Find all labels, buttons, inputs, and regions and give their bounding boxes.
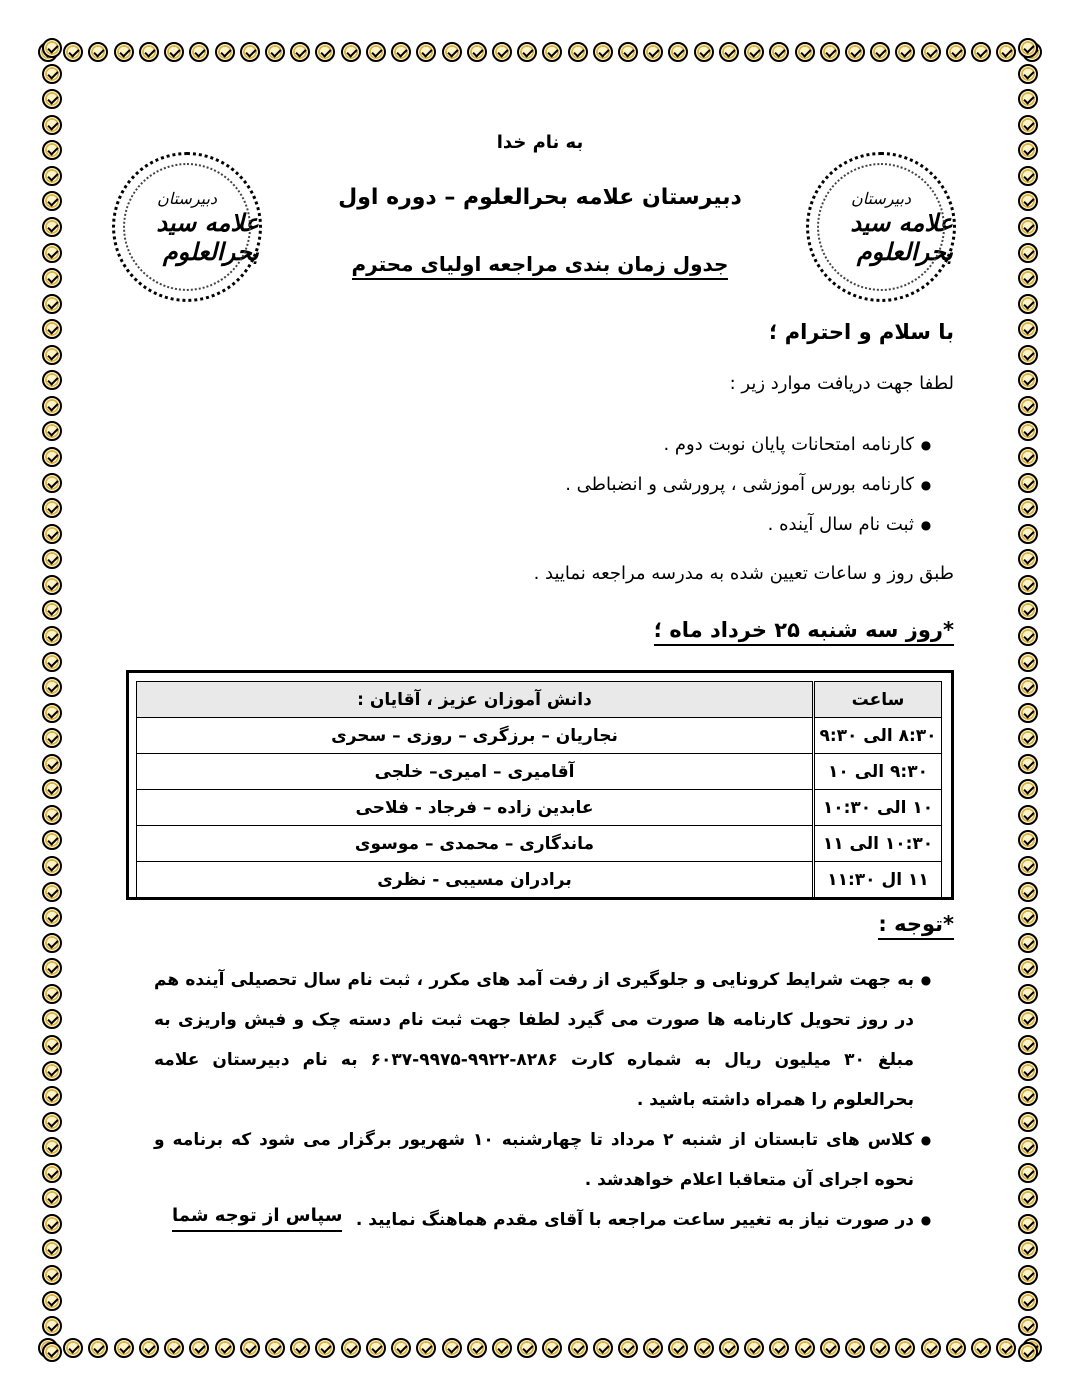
school-name: دبیرستان علامه بحرالعلوم – دوره اول (338, 185, 742, 210)
medal-icon (921, 42, 941, 62)
medal-icon (42, 549, 62, 569)
seal-line2: علامه سید بحرالعلوم (850, 207, 953, 266)
time-cell: ۱۱ ال ۱۱:۳۰ (814, 862, 942, 898)
medal-icon (1018, 1163, 1038, 1183)
list-item: ● در صورت نیاز به تغییر ساعت مراجعه با آقای مقدم هماهنگ نمایید . (154, 1200, 954, 1240)
medal-icon (42, 447, 62, 467)
medal-icon (42, 1342, 62, 1362)
medal-icon (290, 1338, 310, 1358)
medal-icon (542, 42, 562, 62)
medal-icon (1018, 1112, 1038, 1132)
medal-icon (42, 805, 62, 825)
medal-icon (42, 1188, 62, 1208)
medal-icon (694, 42, 714, 62)
medal-icon (42, 575, 62, 595)
medal-icon (643, 1338, 663, 1358)
medal-icon (668, 42, 688, 62)
medal-icon (1018, 498, 1038, 518)
medal-icon (42, 1112, 62, 1132)
medal-icon (618, 1338, 638, 1358)
time-cell: ۱۰:۳۰ الی ۱۱ (814, 826, 942, 862)
medal-icon (341, 42, 361, 62)
table-header-row (137, 682, 942, 718)
medal-icon (1018, 984, 1038, 1004)
medal-icon (744, 1338, 764, 1358)
medal-icon (1018, 830, 1038, 850)
medal-icon (42, 498, 62, 518)
medal-icon (42, 294, 62, 314)
medal-icon (1018, 370, 1038, 390)
medal-icon (643, 42, 663, 62)
medal-icon (42, 1035, 62, 1055)
medal-icon (769, 1338, 789, 1358)
thanks-text (172, 1205, 342, 1226)
medal-icon (139, 1338, 159, 1358)
medal-icon (88, 42, 108, 62)
medal-icon (42, 243, 62, 263)
medal-icon (593, 1338, 613, 1358)
medal-icon (1018, 933, 1038, 953)
medal-icon (391, 1338, 411, 1358)
day-heading-text: *روز سه شنبه ۲۵ خرداد ماه ؛ (654, 618, 954, 646)
medal-icon (416, 1338, 436, 1358)
table-row (137, 718, 942, 754)
medal-icon (189, 42, 209, 62)
medal-icon (391, 42, 411, 62)
medal-icon (1018, 38, 1038, 58)
medal-icon (42, 191, 62, 211)
seal-line2: علامه سید بحرالعلوم (156, 207, 259, 266)
frame-right (1014, 38, 1042, 1362)
medal-icon (42, 933, 62, 953)
schedule-table-frame (126, 670, 954, 900)
list-item: ● کارنامه بورس آموزشی ، پرورشی و انضباطی . (134, 465, 954, 505)
medal-icon (1018, 1086, 1038, 1106)
medal-icon (1018, 856, 1038, 876)
medal-icon (1018, 89, 1038, 109)
medal-icon (1018, 1316, 1038, 1336)
medal-icon (42, 1137, 62, 1157)
medal-icon (290, 42, 310, 62)
medal-icon (719, 1338, 739, 1358)
medal-icon (114, 1338, 134, 1358)
seal-line1: دبیرستان (850, 188, 912, 208)
medal-icon (1018, 319, 1038, 339)
medal-icon (1018, 294, 1038, 314)
medal-icon (668, 1338, 688, 1358)
medal-icon (416, 42, 436, 62)
medal-icon (1018, 754, 1038, 774)
medal-icon (1018, 958, 1038, 978)
table-row (137, 826, 942, 862)
frame-top (38, 38, 1042, 66)
frame-left (38, 38, 66, 1362)
medal-icon (971, 42, 991, 62)
medal-icon (895, 42, 915, 62)
medal-icon (795, 42, 815, 62)
medal-icon (164, 1338, 184, 1358)
medal-icon (593, 42, 613, 62)
thanks-text-content: سپاس از توجه شما (172, 1205, 342, 1232)
medal-icon (42, 1291, 62, 1311)
medal-icon (492, 1338, 512, 1358)
table-row (137, 754, 942, 790)
medal-icon (215, 1338, 235, 1358)
medal-icon (42, 728, 62, 748)
students-cell: ماندگاری – محمدی – موسوی (137, 826, 814, 862)
medal-icon (42, 421, 62, 441)
medal-icon (467, 42, 487, 62)
schedule-title-text: جدول زمان بندی مراجعه اولیای محترم (352, 252, 729, 280)
medal-icon (1018, 1137, 1038, 1157)
items-list (134, 425, 954, 545)
medal-icon (517, 42, 537, 62)
medal-icon (42, 89, 62, 109)
medal-icon (1018, 1035, 1038, 1055)
medal-icon (442, 42, 462, 62)
medal-icon (1018, 652, 1038, 672)
medal-icon (895, 1338, 915, 1358)
medal-icon (1018, 1265, 1038, 1285)
medal-icon (1018, 243, 1038, 263)
medal-icon (240, 1338, 260, 1358)
medal-icon (870, 42, 890, 62)
medal-icon (42, 652, 62, 672)
medal-icon (114, 42, 134, 62)
medal-icon (1018, 396, 1038, 416)
medal-icon (1018, 1188, 1038, 1208)
medal-icon (42, 703, 62, 723)
medal-icon (42, 626, 62, 646)
medal-icon (1018, 549, 1038, 569)
list-item: ● کلاس های تابستان از شنبه ۲ مرداد تا چهارشنبه ۱۰ شهریور برگزار می شود که برنامه و نحوه اجرای آن متعاقبا اعلام خواهدشد . (154, 1120, 954, 1200)
frame-bottom (38, 1334, 1042, 1362)
medal-icon (63, 42, 83, 62)
students-cell: عابدین زاده – فرجاد - فلاحی (137, 790, 814, 826)
medal-icon (42, 64, 62, 84)
medal-icon (1018, 907, 1038, 927)
medal-icon (265, 42, 285, 62)
medal-icon (42, 1086, 62, 1106)
medal-icon (1018, 575, 1038, 595)
medal-icon (42, 830, 62, 850)
header-students: دانش آموزان عزیز ، آقایان : (137, 682, 814, 718)
medal-icon (1018, 524, 1038, 544)
school-seal-right (806, 152, 956, 302)
medal-icon (42, 217, 62, 237)
medal-icon (492, 42, 512, 62)
medal-icon (568, 1338, 588, 1358)
medal-icon (42, 754, 62, 774)
medal-icon (265, 1338, 285, 1358)
intro-text: لطفا جهت دریافت موارد زیر : (729, 373, 954, 394)
medal-icon (42, 907, 62, 927)
medal-icon (42, 677, 62, 697)
medal-icon (42, 473, 62, 493)
medal-icon (42, 1009, 62, 1029)
medal-icon (42, 1163, 62, 1183)
medal-icon (1018, 64, 1038, 84)
medal-icon (795, 1338, 815, 1358)
time-cell: ۱۰ الی ۱۰:۳۰ (814, 790, 942, 826)
medal-icon (1018, 882, 1038, 902)
medal-icon (542, 1338, 562, 1358)
medal-icon (1018, 421, 1038, 441)
medal-icon (1018, 217, 1038, 237)
seal-line1: دبیرستان (156, 188, 218, 208)
medal-icon (42, 396, 62, 416)
time-cell: ۸:۳۰ الی ۹:۳۰ (814, 718, 942, 754)
medal-icon (517, 1338, 537, 1358)
medal-icon (42, 1239, 62, 1259)
bismillah: به نام خدا (496, 132, 584, 153)
medal-icon (42, 1316, 62, 1336)
school-seal-left (112, 152, 262, 302)
medal-icon (1018, 1214, 1038, 1234)
medal-icon (1018, 1009, 1038, 1029)
medal-icon (442, 1338, 462, 1358)
students-cell: برادران مسیبی - نظری (137, 862, 814, 898)
medal-icon (1018, 473, 1038, 493)
medal-icon (42, 345, 62, 365)
medal-icon (42, 115, 62, 135)
medal-icon (1018, 345, 1038, 365)
students-cell: آقامیری – امیری– خلجی (137, 754, 814, 790)
medal-icon (946, 42, 966, 62)
medal-icon (63, 1338, 83, 1358)
medal-icon (42, 370, 62, 390)
table-row (137, 790, 942, 826)
medal-icon (845, 1338, 865, 1358)
visit-text: طبق روز و ساعات تعیین شده به مدرسه مراجعه نمایید . (533, 563, 954, 584)
medal-icon (240, 42, 260, 62)
time-cell: ۹:۳۰ الی ۱۰ (814, 754, 942, 790)
medal-icon (42, 779, 62, 799)
medal-icon (694, 1338, 714, 1358)
medal-icon (42, 856, 62, 876)
medal-icon (42, 38, 62, 58)
medal-icon (467, 1338, 487, 1358)
medal-icon (568, 42, 588, 62)
medal-icon (164, 42, 184, 62)
medal-icon (189, 1338, 209, 1358)
schedule-title (330, 252, 750, 276)
medal-icon (921, 1338, 941, 1358)
medal-icon (42, 984, 62, 1004)
medal-icon (315, 1338, 335, 1358)
medal-icon (1018, 1239, 1038, 1259)
medal-icon (1018, 779, 1038, 799)
list-item: ● کارنامه امتحانات پایان نوبت دوم . (134, 425, 954, 465)
medal-icon (769, 42, 789, 62)
medal-icon (315, 42, 335, 62)
medal-icon (1018, 805, 1038, 825)
schedule-table (136, 681, 942, 898)
medal-icon (618, 42, 638, 62)
medal-icon (366, 42, 386, 62)
medal-icon (42, 319, 62, 339)
medal-icon (845, 42, 865, 62)
note-heading-text: *توجه : (878, 912, 954, 940)
medal-icon (42, 1214, 62, 1234)
medal-icon (1018, 703, 1038, 723)
medal-icon (1018, 600, 1038, 620)
medal-icon (366, 1338, 386, 1358)
medal-icon (1018, 268, 1038, 288)
medal-icon (1018, 1291, 1038, 1311)
note-heading (878, 912, 954, 936)
medal-icon (1018, 166, 1038, 186)
medal-icon (341, 1338, 361, 1358)
medal-icon (139, 42, 159, 62)
medal-icon (1018, 1061, 1038, 1081)
medal-icon (42, 1061, 62, 1081)
medal-icon (820, 1338, 840, 1358)
medal-icon (1018, 1342, 1038, 1362)
medal-icon (1018, 677, 1038, 697)
medal-icon (1018, 728, 1038, 748)
medal-icon (42, 600, 62, 620)
medal-icon (744, 42, 764, 62)
medal-icon (215, 42, 235, 62)
medal-icon (42, 166, 62, 186)
medal-icon (42, 524, 62, 544)
table-row (137, 862, 942, 898)
medal-icon (42, 958, 62, 978)
medal-icon (1018, 115, 1038, 135)
medal-icon (1018, 626, 1038, 646)
notes-list (154, 960, 954, 1240)
medal-icon (42, 268, 62, 288)
medal-icon (946, 1338, 966, 1358)
medal-icon (1018, 447, 1038, 467)
medal-icon (820, 42, 840, 62)
greeting: با سلام و احترام ؛ (768, 320, 954, 344)
medal-icon (870, 1338, 890, 1358)
header-time: ساعت (814, 682, 942, 718)
medal-icon (42, 882, 62, 902)
medal-icon (971, 1338, 991, 1358)
medal-icon (1018, 191, 1038, 211)
medal-icon (719, 42, 739, 62)
list-item: ● ثبت نام سال آینده . (134, 505, 954, 545)
day-heading (654, 618, 954, 642)
medal-icon (42, 140, 62, 160)
medal-icon (88, 1338, 108, 1358)
medal-icon (1018, 140, 1038, 160)
medal-icon (42, 1265, 62, 1285)
students-cell: نجاریان – برزگری – روزی – سحری (137, 718, 814, 754)
list-item: ● به جهت شرایط کرونایی و جلوگیری از رفت آمد های مکرر ، ثبت نام سال تحصیلی آینده هم در روز تحویل کارنامه ها صورت می گیرد لطفا جهت ثبت نام دسته چک و فیش واریزی به مبلغ ۳۰ میلیون ریال به شماره کارت ۸۲۸۶-۹۹۲۲-۹۹۷۵-۶۰۳۷ به نام دبیرستان علامه بحرالعلوم را همراه داشته باشید . (154, 960, 954, 1120)
